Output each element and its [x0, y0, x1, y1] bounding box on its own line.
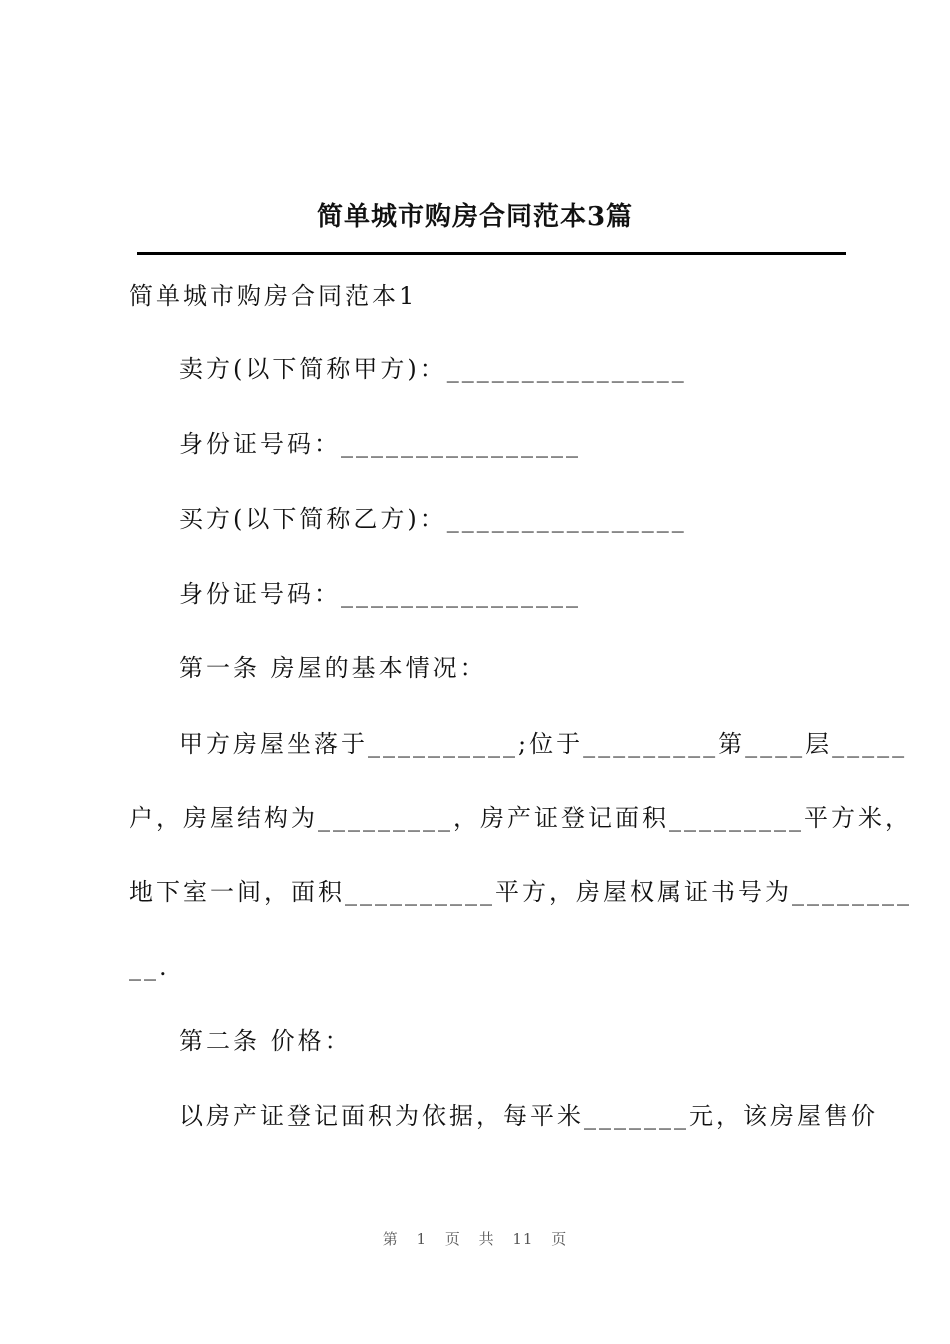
title-underline	[137, 252, 846, 255]
article-1-text-line-4: __.	[129, 953, 170, 981]
document-title: 简单城市购房合同范本3篇	[316, 202, 634, 232]
seller-id-line: 身份证号码：________________	[179, 430, 581, 458]
article-1-heading: 第一条 房屋的基本情况：	[179, 654, 487, 682]
buyer-line: 买方(以下简称乙方)：________________	[179, 505, 687, 533]
section-heading: 简单城市购房合同范本1	[129, 282, 418, 310]
seller-line: 卖方(以下简称甲方)：________________	[179, 355, 687, 383]
page-footer: 第 1 页 共 11 页	[382, 1230, 568, 1248]
article-1-text-line-1: 甲方房屋坐落于__________;位于_________第____层_____	[179, 730, 908, 758]
article-2-text-line-1: 以房产证登记面积为依据，每平米_______元，该房屋售价	[179, 1102, 878, 1130]
article-1-text-line-2: 户，房屋结构为_________，房产证登记面积_________平方米，	[129, 804, 912, 832]
buyer-id-line: 身份证号码：________________	[179, 580, 581, 608]
article-1-text-line-3: 地下室一间，面积__________平方，房屋权属证书号为________	[129, 878, 912, 906]
article-2-heading: 第二条 价格：	[179, 1027, 352, 1055]
